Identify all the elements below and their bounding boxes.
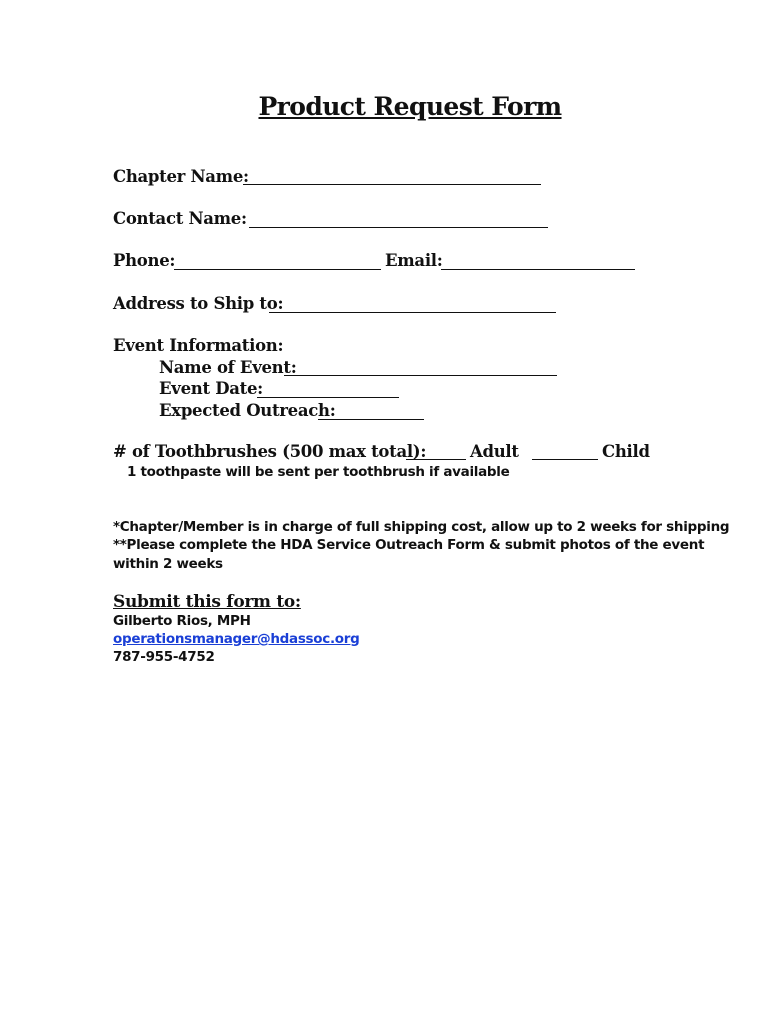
event-info-heading: Event Information: <box>113 336 284 355</box>
email-field[interactable] <box>441 269 635 270</box>
event-name-field[interactable] <box>284 375 557 376</box>
expected-outreach-label: Expected Outreach: <box>159 401 336 420</box>
submit-heading: Submit this form to: <box>113 592 301 612</box>
contact-name-label: Contact Name: <box>113 209 247 228</box>
toothpaste-note: 1 toothpaste will be sent per toothbrush if available <box>127 464 510 480</box>
address-field[interactable] <box>269 312 556 313</box>
page-title: Product Request Form <box>258 92 562 121</box>
outreach-note-line1: **Please complete the HDA Service Outreach Form & submit photos of the event <box>113 537 705 553</box>
toothbrushes-label: # of Toothbrushes (500 max total): <box>113 442 427 461</box>
contact-name-field[interactable] <box>249 227 548 228</box>
event-date-label: Event Date: <box>159 379 263 398</box>
adult-quantity-field[interactable] <box>406 459 466 460</box>
submit-email-link[interactable]: operationsmanager@hdassoc.org <box>113 631 360 647</box>
chapter-name-field[interactable] <box>243 184 541 185</box>
shipping-note: *Chapter/Member is in charge of full shipping cost, allow up to 2 weeks for shipping <box>113 519 730 535</box>
event-name-label: Name of Event: <box>159 358 297 377</box>
event-date-field[interactable] <box>257 397 399 398</box>
submit-phone: 787-955-4752 <box>113 649 215 665</box>
chapter-name-label: Chapter Name: <box>113 167 249 186</box>
phone-label: Phone: <box>113 251 176 270</box>
submit-contact-name: Gilberto Rios, MPH <box>113 613 251 629</box>
outreach-note-line2: within 2 weeks <box>113 556 223 572</box>
child-quantity-field[interactable] <box>532 459 598 460</box>
expected-outreach-field[interactable] <box>318 419 424 420</box>
address-label: Address to Ship to: <box>113 294 284 313</box>
child-label: Child <box>602 442 650 461</box>
email-label: Email: <box>385 251 443 270</box>
phone-field[interactable] <box>174 269 381 270</box>
adult-label: Adult <box>470 442 519 461</box>
